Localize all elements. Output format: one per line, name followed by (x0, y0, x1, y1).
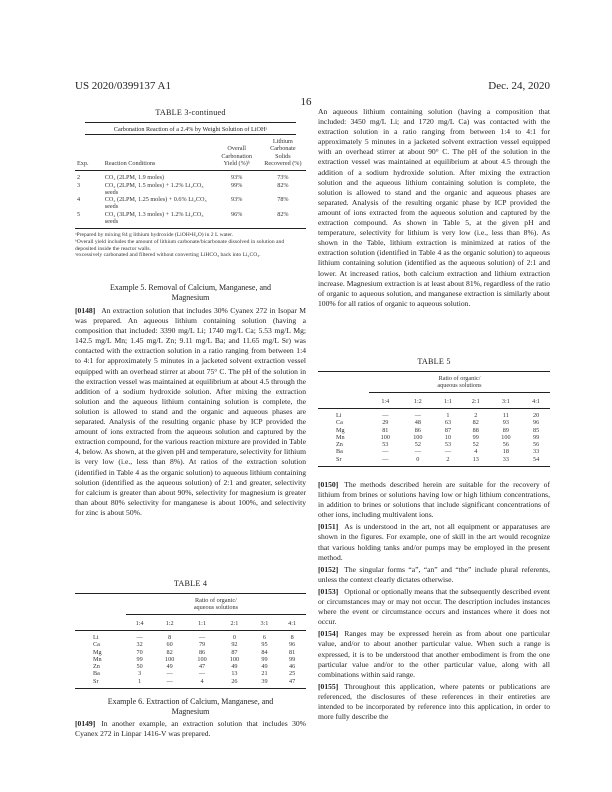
column-header: 4:1 (278, 614, 306, 630)
paragraph-number: [0149] (75, 719, 96, 728)
table-cell: — (414, 411, 421, 419)
table-cell: — (444, 448, 452, 456)
table-cell: 0 (416, 455, 420, 463)
row-label: Li (93, 633, 99, 641)
column-header: 1:4 (369, 392, 402, 408)
table-cell: 82 (166, 648, 173, 656)
column-header: Lithium Carbonate Solids Recovered (%) (264, 138, 302, 167)
table-cell: 8 (168, 633, 172, 641)
table-cell: — (166, 670, 173, 678)
table-cell: 100 (501, 433, 511, 441)
paragraph-number: [0150] (318, 480, 339, 489)
table-cell: 39 (261, 677, 268, 685)
table-cell: 99 (532, 433, 540, 441)
table-cell: 26 (231, 677, 238, 685)
table-cell: CO₂ (2LPM, 1.25 moles) + 0.6% Li₂CO₃ seeds (104, 196, 207, 211)
row-label: Mg (93, 648, 102, 656)
table-cell: 87 (444, 426, 452, 434)
section-heading: Example 5. Removal of Calcium, Manganese, and Magnesium (109, 283, 272, 302)
table-cell: 32 (136, 641, 143, 649)
table-row (75, 656, 306, 663)
table-cell: 78% (277, 196, 289, 204)
table-cell: 49 (166, 663, 173, 671)
table-row (75, 678, 306, 689)
table-row (75, 630, 306, 641)
right-column-continuation (318, 107, 550, 311)
row-label: Ba (336, 448, 343, 456)
table-cell: 1 (446, 411, 450, 419)
table-row (75, 641, 306, 648)
paragraph-text: Ranges may be expressed herein as from about one particular value, and/or to about another particular value. When such a range is expressed, it is to be understood that another embodiment is from the one particular value and/or to the other particular value, along with all combinations within said range. (318, 629, 550, 679)
table-cell: CO₂ (2LPM, 1.5 moles) + 1.2% Li₂CO₃ seeds (104, 181, 204, 196)
table-cell: 13 (472, 455, 479, 463)
table-cell: CO₂ (2LPM, 1.9 moles) (104, 174, 165, 182)
table-cell: 79 (198, 641, 206, 649)
paragraph-number: [0151] (318, 522, 339, 532)
row-label: Ba (93, 670, 100, 678)
paragraph-number: [0152] (318, 564, 339, 574)
table-row (318, 456, 550, 467)
column-header: 1:2 (153, 614, 185, 630)
table-cell: 6 (262, 633, 266, 641)
table-cell: 82% (277, 210, 289, 218)
table-cell: 5 (77, 210, 81, 218)
table-cell: 18 (502, 448, 509, 456)
table-cell: 81 (382, 426, 389, 434)
table-cell: 49 (261, 663, 268, 671)
paragraph-0149 (75, 719, 306, 739)
table-cell: 1 (138, 677, 142, 685)
paragraph-text: An extraction solution that includes 30% Cyanex 272 in Isopar M was prepared. An aqueous lithium containing solution (having a composition that included: 3390 mg/L Li; 1740 mg/L Ca; 5.53 mg/L Mg; 142.5 mg/L Mn; 1.45 mg/L Zn; 9.11 mg/L Ba; and 11.65 mg/L Sr) was contacted with the extraction solution in a ratio ranging from between 1:4 to 4:1 for approximately 5 minutes in a jacketed solvent extraction vessel equipped with an overhead stirrer at about 75° C. The pH of the solution in the extraction vessel was maintained at equilibrium at about 4.5 through the addition of a sodium hydroxide solution. After mixing the extraction solution and the aqueous lithium containing solution is complete, the solution is allowed to stand and the organic and aqueous phases are separated. Analysis of the resulting organic phase by ICP provided the amount of ions extracted from the aqueous solution and captured by the extraction compound, for the various reaction mixture are provided in Table 4, below. As shown, at the given pH and temperature, selectivity for lithium is very low (i.e., less than 8%). At ratios of the extraction solution (identified in Table 4 as the organic solution) to aqueous lithium containing solution (identified as the aqueous solution) of 2:1 and greater, selectivity for calcium is greater than about 90%, selectivity for magnesium is greater than about 80% selectivity for manganese is about 100%, and selectivity for zinc is about 50%. (75, 306, 306, 517)
table-cell: 99 (289, 655, 296, 663)
table-cell: 3 (138, 670, 142, 678)
section-heading: Example 6. Extraction of Calcium, Manganese, and Magnesium (107, 697, 274, 716)
table-cell: 92 (231, 641, 238, 649)
table-cell: 73% (277, 174, 289, 182)
patent-number: US 2020/0399137 A1 (75, 80, 171, 92)
row-label: Mn (336, 433, 345, 441)
table-cell: 2 (446, 455, 450, 463)
table-cell: 10 (444, 433, 452, 441)
table-cell: — (414, 448, 421, 456)
table-header-row (318, 392, 550, 408)
table-row (318, 441, 550, 448)
paragraph-number: [0153] (318, 586, 339, 596)
table-cell: CO₂ (3LPM, 1.3 moles) + 1.2% Li₂CO₃ seeds (104, 210, 204, 226)
table-cell: 50 (136, 663, 143, 671)
row-label: Mn (93, 655, 102, 663)
table-header-row (75, 138, 306, 171)
table-cell: 99% (231, 181, 243, 189)
table-cell: 48 (414, 419, 421, 427)
paragraph (318, 565, 550, 585)
publication-date: Dec. 24, 2020 (488, 80, 550, 92)
table-cell: — (198, 633, 206, 641)
table-cell: 93% (231, 196, 243, 204)
column-header: 3:1 (490, 392, 523, 408)
table-cell: 33 (502, 455, 509, 463)
table-row (75, 196, 306, 211)
table-row (318, 448, 550, 455)
table-cell: 4 (200, 677, 204, 685)
table-cell: 89 (502, 426, 509, 434)
paragraphs (318, 480, 550, 724)
row-label: Zn (336, 441, 343, 449)
table-cell: 86 (198, 648, 206, 656)
table-cell: 49 (231, 663, 238, 671)
table-cell: 4 (474, 448, 478, 456)
table-row (318, 419, 550, 426)
paragraph-text: The methods described herein are suitable for the recovery of lithium from brines or solutions having low or high lithium concentrations, in addition to brines or solutions that include significant concentrations of other ions, including multivalent ions. (318, 480, 550, 520)
paragraph-text: In another example, an extraction solution that includes 30% Cyanex 272 in Linpar 1416-V was prepared. (75, 719, 306, 739)
column-header: Reaction Conditions (104, 159, 156, 167)
column-header: 1:4 (126, 614, 154, 630)
table-cell: 86 (414, 426, 421, 434)
table-cell: 99 (261, 655, 268, 663)
table-cell: 29 (382, 419, 389, 427)
table-cell: — (382, 411, 389, 419)
group-header: Ratio of organic/ aqueous solutions (126, 594, 306, 615)
table-cell: 99 (472, 433, 479, 441)
table-cell: 0 (232, 633, 236, 641)
table-cell: 100 (380, 433, 390, 441)
table-cell: 21 (261, 670, 268, 678)
table-cell: 100 (229, 655, 240, 663)
table-row (318, 427, 550, 434)
table-cell: — (166, 677, 173, 685)
column-header: 1:1 (186, 614, 218, 630)
table-row (75, 171, 306, 182)
table-row (75, 649, 306, 656)
table-cell: 63 (444, 419, 452, 427)
row-label: Ca (336, 419, 343, 427)
table-cell: 99 (136, 655, 143, 663)
paragraph-text: Throughout this application, where patents or publications are referenced, the disclosures of these references in their entireties are intended to be incorporated by reference into this application, in order to more fully describe the (318, 681, 550, 722)
page-number: 16 (300, 96, 312, 108)
table-cell: 82% (277, 181, 289, 189)
paragraph (318, 682, 550, 722)
table-cell: 47 (198, 663, 206, 671)
column-header: 3:1 (251, 614, 279, 630)
paragraph (318, 587, 550, 627)
table-cell: 88 (472, 426, 479, 434)
table-cell: 3 (77, 181, 81, 189)
table-cell: 13 (231, 670, 238, 678)
table-3 (75, 108, 306, 259)
table-cell: 82 (472, 419, 479, 427)
table-cell: 100 (197, 655, 207, 663)
table-cell: 4 (77, 196, 81, 204)
row-label: Ca (93, 641, 100, 649)
paragraph-text: As is understood in the art, not all equipment or apparatuses are shown in the figures. For example, one of skill in the art would recognize that various holding tanks and/or pumps may be employed in the present method. (318, 522, 550, 562)
table-cell: 11 (502, 411, 509, 419)
table-cell: 96 (532, 419, 540, 427)
table-cell: 60 (166, 641, 173, 649)
paragraph (318, 522, 550, 562)
table-cell: 53 (382, 441, 389, 449)
table-cell: 52 (472, 441, 479, 449)
table-title: TABLE 4 (173, 579, 208, 588)
table-cell: 2 (77, 174, 81, 182)
paragraph-text: An aqueous lithium containing solution (having a composition that included: 3450 mg/L Li; and 1720 mg/L Ca) was contacted with the extraction solution in a ratio ranging from between 1:4 to 4:1 for approximately 5 minutes in a jacketed solvent extraction vessel equipped with an overhead stirrer at about 90° C. The pH of the solution in the extraction vessel was maintained at equilibrium at about 4.5 through the addition of a sodium hydroxide solution. After mixing the extraction solution and the aqueous lithium containing solution is complete, the solution is allowed to stand and the organic and aqueous phases are separated. Analysis of the resulting organic phase by ICP provided the amount of ions extracted from the aqueous solution and captured by the extraction compound. As shown in Table 5, at the given pH and temperature, selectivity for lithium is very low (i.e., less than 8%). As shown in the Table, lithium extraction is minimized at ratios of the extraction solution (identified in Table 4 as the organic solution) to aqueous lithium containing solution (identified as the aqueous solution) of 2:1 and lower. At increased ratios, both calcium extraction and lithium extraction increase. Magnesium extraction is at least about 81%, regardless of the ratio of organic to aqueous solution, and manganese extraction is similarly about 100% for all ratios of organic to aqueous solution. (318, 107, 550, 308)
row-label: Zn (93, 663, 100, 671)
table-row (318, 408, 550, 419)
table-cell: 95 (261, 641, 268, 649)
table-cell: 100 (165, 655, 175, 663)
table-cell: 2 (474, 411, 478, 419)
table-cell: 54 (532, 455, 540, 463)
table-cell: 8 (290, 633, 294, 641)
paragraph-number: [0154] (318, 629, 339, 639)
table-caption: Carbonation Reaction of a 2.4% by Weight Solution of LiOHᵃ (85, 122, 296, 135)
table-cell: 81 (289, 648, 296, 656)
table-cell: 52 (414, 441, 421, 449)
table-cell: 47 (289, 677, 296, 685)
table-cell: 84 (261, 648, 268, 656)
group-header: Ratio of organic/ aqueous solutions (369, 372, 550, 393)
table-row (318, 434, 550, 441)
table-footnote: ᶜexcessively carbonated and filtered without converting LiHCO₃ back into Li₂CO₃. (75, 252, 261, 259)
table5-grid (318, 371, 550, 467)
example-5 (75, 283, 306, 520)
row-label: Li (336, 411, 342, 419)
column-header: 4:1 (522, 392, 550, 408)
table-cell: 96 (289, 641, 296, 649)
paragraph-text: The singular forms “a”, “an” and “the” include plural referents, unless the context clearly dictates otherwise. (318, 564, 550, 584)
table-4 (75, 579, 306, 689)
paragraph-number: [0148] (75, 306, 96, 315)
table-cell: 20 (532, 411, 540, 419)
paragraph (318, 480, 550, 520)
table-5 (318, 357, 550, 467)
column-header: 1:2 (402, 392, 435, 408)
row-label: Mg (336, 426, 345, 434)
table-cell: 33 (532, 448, 540, 456)
table-cell: 70 (136, 648, 143, 656)
table-row (75, 182, 306, 197)
column-header: Exp. (77, 159, 89, 167)
table-cell: 93 (502, 419, 509, 427)
row-label: Sr (336, 455, 342, 463)
table-row (75, 670, 306, 677)
column-header: 2:1 (218, 614, 250, 630)
table-cell: 93% (231, 174, 243, 182)
row-label: Sr (93, 677, 99, 685)
table-cell: — (382, 455, 389, 463)
table-cell: 87 (231, 648, 238, 656)
table-cell: 25 (289, 670, 296, 678)
table-cell: 56 (532, 441, 540, 449)
table-cell: 56 (502, 441, 509, 449)
column-header: 1:1 (434, 392, 462, 408)
table-footnote: ᵇOverall yield includes the amount of lithium carbonate/bicarbonate dissolved in solution and deposited inside the reactor walls. (75, 238, 285, 252)
table4-grid (75, 593, 306, 689)
table-row (75, 211, 306, 226)
paragraph-text: Optional or optionally means that the subsequently described event or circumstances may or may not occur. The description includes instances where the event or circumstance occurs and instances where it does not occur. (318, 586, 550, 627)
table-cell: 85 (532, 426, 540, 434)
table-header-row (75, 614, 306, 630)
table-title: TABLE 5 (417, 357, 451, 366)
column-header: 2:1 (462, 392, 490, 408)
example-6 (75, 697, 306, 741)
table-cell: — (382, 448, 389, 456)
table-cell: 100 (413, 433, 423, 441)
table-footnote: ᵃPrepared by mixing 84 g lithium hydroxide (LiOH•H₂O) in 2 L water. (75, 232, 234, 239)
table-cell: 53 (444, 441, 452, 449)
paragraph-number: [0155] (318, 681, 339, 691)
paragraph (318, 629, 550, 679)
table-cell: 46 (289, 663, 296, 671)
table-cell: — (136, 633, 143, 641)
table-title: TABLE 3-continued (155, 108, 226, 117)
paragraph-0148 (75, 306, 306, 518)
table-cell: 96% (231, 210, 243, 218)
table-row (75, 663, 306, 670)
table-cell: — (198, 670, 206, 678)
column-header: Overall Carbonation Yield (%)ᵇ (221, 145, 252, 167)
